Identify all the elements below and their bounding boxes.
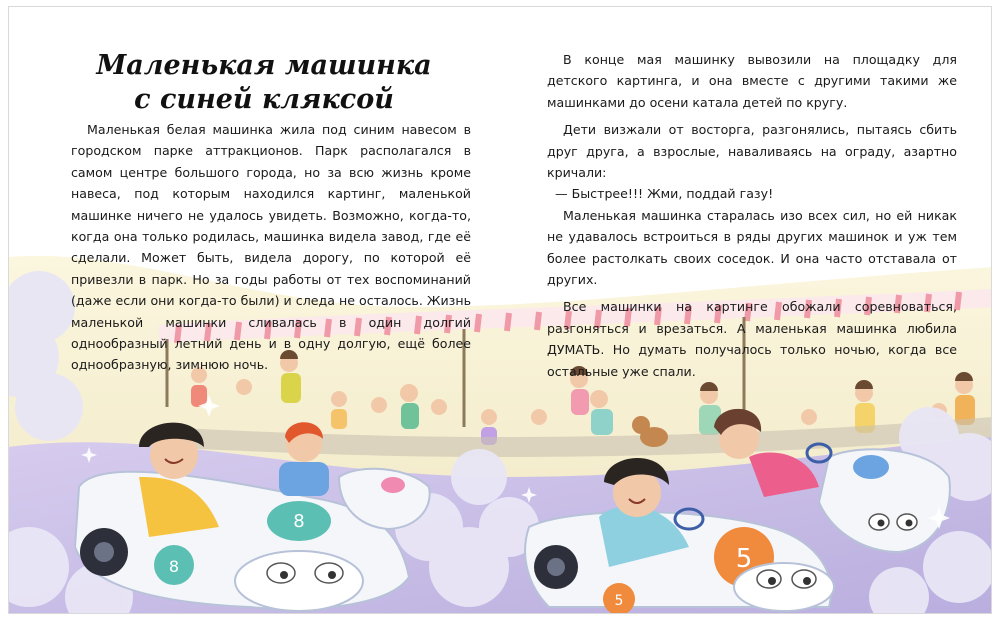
right-paragraph-4: Все машинки на картинге обожали соревноваться, разгоняться и врезаться. А маленькая машинка любила ДУМАТЬ. Но думать получалось только ночью, когда все остальные уже спали. — [547, 299, 957, 379]
story-title — [69, 49, 459, 117]
left-paragraph-1: Маленькая белая машинка жила под синим навесом в городском парке аттракционов. Парк располагался в самом центре большого города, но за всю жизнь кроме навеса, под которым находился картинг, маленькой машинке ничего не удалось увидеть. Возможно, когда-то, когда она только родилась, машинка видела завод, где её сделали. Может быть, видела дорогу, по которой её привезли в парк. Но за годы работы от тех воспоминаний (даже если они когда-то были) и следа не осталось. Жизнь маленькой машинки сливалась в один долгий однообразный летний день и в одну долгую, ещё более однообразную, зимнюю ночь. — [71, 122, 471, 373]
right-dialogue: — Быстрее!!! Жми, поддай газу! — [555, 186, 774, 202]
right-paragraph-1: В конце мая машинку вывозили на площадку для детского картинга, и она вместе с другими такими же машинками до осени катала детей по кругу. — [547, 52, 957, 110]
kart-number-8b: 8 — [168, 557, 180, 576]
left-column-text — [71, 119, 471, 376]
kart-number-5a: 5 — [735, 544, 753, 574]
right-paragraph-2: Дети визжали от восторга, разгонялись, пытаясь сбить друг друга, а взрослые, наваливаясь на ограду, азартно кричали: — [547, 122, 957, 181]
right-column-text — [547, 49, 957, 382]
kart-number-5b: 5 — [614, 593, 624, 609]
page-frame — [8, 6, 992, 614]
title-line-2: с синей кляксой — [134, 84, 394, 115]
right-paragraph-3: Маленькая машинка старалась изо всех сил, но ей никак не удавалось встроиться в ряды других машинок и уж тем более растолкать своих соседок. И она часто отставала от других. — [547, 207, 957, 288]
title-line-1: Маленькая машинка — [96, 50, 432, 81]
kart-number-8a: 8 — [293, 511, 305, 532]
